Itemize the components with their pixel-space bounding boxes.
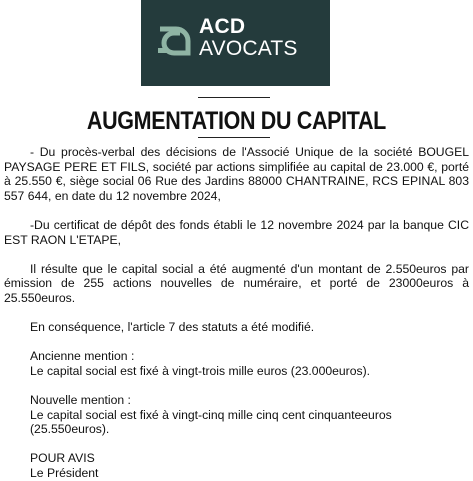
- title-top-divider: [198, 97, 270, 98]
- ancienne-mention-text: Le capital social est fixé à vingt-trois mille euros (23.000euros).: [30, 363, 371, 378]
- notice-title: AUGMENTATION DU CAPITAL: [86, 107, 386, 135]
- paragraph-certificat: -Du certificat de dépôt des fonds établi le 12 novembre 2024 par la banque CIC EST RAON L'ETAPE,: [4, 217, 469, 247]
- paragraph-augmentation: Il résulte que le capital social a été augmenté d'un montant de 2.550euros par émission de 255 actions nouvelles de numéraire, et porté de 23000euros à 25.550euros.: [4, 261, 469, 305]
- ancienne-mention-label: Ancienne mention :: [30, 349, 135, 364]
- nouvelle-mention-text: Le capital social est fixé à vingt-cinq mille cinq cent cinquanteeuros (25.550euros).: [30, 407, 392, 437]
- logo-wordmark: [199, 16, 298, 60]
- closing-signature: [4, 451, 469, 480]
- ancienne-mention: [4, 349, 469, 378]
- title-bottom-divider: [198, 137, 270, 138]
- paragraph-proces-verbal: - Du procès-verbal des décisions de l'Associé Unique de la société BOUGEL PAYSAGE PERE ET FILS, société par actions simplifiée au capital de 23.000 €, porté à 25.550 €, siège social 06 Rue des Jardins 88000 CHANTRAINE, RCS EPINAL 803 557 644, en date du 12 novembre 2024,: [4, 145, 469, 203]
- logo-line-avocats: AVOCATS: [199, 37, 298, 60]
- paragraph-consequence: En conséquence, l'article 7 des statuts a été modifié.: [30, 320, 315, 335]
- acd-avocats-logo: [141, 0, 330, 86]
- notice-body: [4, 145, 469, 481]
- acd-logo-mark-icon: [156, 21, 192, 57]
- pour-avis: POUR AVIS: [30, 451, 95, 466]
- logo-line-acd: ACD: [199, 15, 246, 38]
- nouvelle-mention: [4, 393, 469, 437]
- signatory: Le Président: [30, 466, 99, 481]
- nouvelle-mention-label: Nouvelle mention :: [30, 393, 131, 408]
